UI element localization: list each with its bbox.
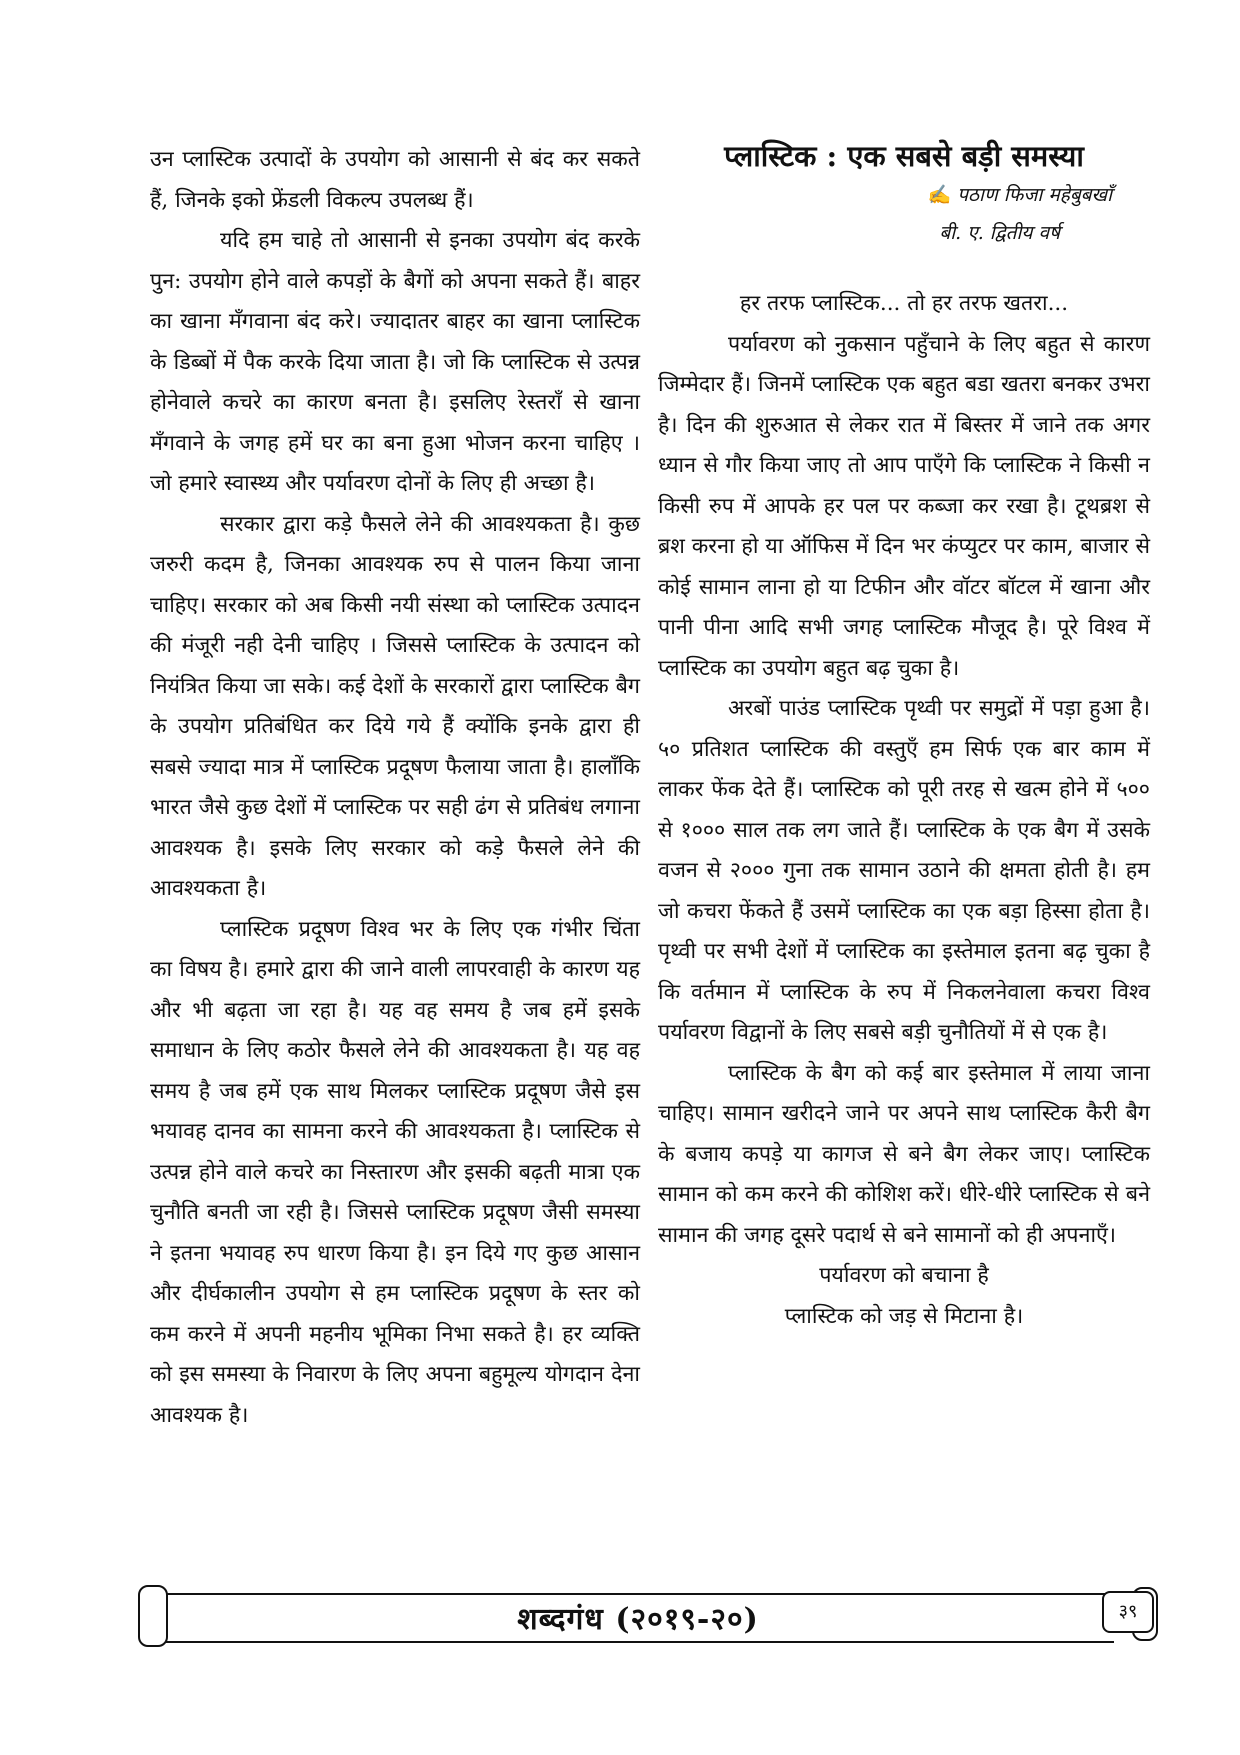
page-number: ३९: [1102, 1591, 1154, 1633]
author-name: पठाण फिजा महेबुबखाँ: [957, 184, 1112, 206]
footer-banner: [138, 1585, 1158, 1647]
slogan-line: प्लास्टिक को जड़ से मिटाना है।: [784, 1303, 1024, 1329]
right-column: [658, 140, 1150, 1337]
slogan-line: पर्यावरण को बचाना है: [819, 1263, 989, 1288]
paragraph: पर्यावरण को नुकसान पहुँचाने के लिए बहुत से कारण जिम्मेदार हैं। जिनमें प्लास्टिक एक बहुत बडा खतरा बनकर उभरा है। दिन की शुरुआत से लेकर रात में बिस्तर में जाने तक अगर ध्यान से गौर किया जाए तो आप पाएँगे कि प्लास्टिक ने किसी न किसी रुप में आपके हर पल पर कब्जा कर रखा है। टूथब्रश से ब्रश करना हो या ऑफिस में दिन भर कंप्युटर पर काम, बाजार से कोई सामान लाना हो या टिफीन और वॉटर बॉटल में खाना और पानी पीना आदि सभी जगह प्लास्टिक मौजूद है। पूरे विश्व में प्लास्टिक का उपयोग बहुत बढ़ चुका है।: [658, 331, 1150, 681]
byline: [658, 176, 1150, 214]
author-class: बी. ए. द्वितीय वर्ष: [939, 222, 1060, 244]
paragraph: सरकार द्वारा कड़े फैसले लेने की आवश्यकता है। कुछ जरुरी कदम है, जिनका आवश्यक रुप से पालन किया जाना चाहिए। सरकार को अब किसी नयी संस्था को प्लास्टिक उत्पादन की मंजूरी नही देनी चाहिए । जिससे प्लास्टिक के उत्पादन को नियंत्रित किया जा सके। कई देशों के सरकारों द्वारा प्लास्टिक बैग के उपयोग प्रतिबंधित कर दिये गये हैं क्योंकि इनके द्वारा ही सबसे ज्यादा मात्र में प्लास्टिक प्रदूषण फैलाया जाता है। हालाँकि भारत जैसे कुछ देशों में प्लास्टिक पर सही ढंग से प्रतिबंध लगाना आवश्यक है। इसके लिए सरकार को कड़े फैसले लेने की आवश्यकता है।: [150, 511, 640, 901]
paragraph: यदि हम चाहे तो आसानी से इनका उपयोग बंद करके पुन: उपयोग होने वाले कपड़ों के बैगों को अपना सकते हैं। बाहर का खाना मँगवाना बंद करे। ज्यादातर बाहर का खाना प्लास्टिक के डिब्बों में पैक करके दिया जाता है। जो कि प्लास्टिक से उत्पन्न होनेवाले कचरे का कारण बनता है। इसलिए रेस्तराँ से खाना मँगवाने के जगह हमें घर का बना हुआ भोजन करना चाहिए । जो हमारे स्वास्थ्य और पर्यावरण दोनों के लिए ही अच्छा है।: [150, 228, 640, 496]
article-title: प्लास्टिक : एक सबसे बड़ी समस्या: [724, 139, 1084, 173]
intro-line: हर तरफ प्लास्टिक... तो हर तरफ खतरा...: [739, 291, 1069, 316]
paragraph: अरबों पाउंड प्लास्टिक पृथ्वी पर समुद्रों में पड़ा हुआ है। ५० प्रतिशत प्लास्टिक की वस्तुएँ हम सिर्फ एक बार काम में लाकर फेंक देते हैं। प्लास्टिक को पूरी तरह से खत्म होने में ५०० से १००० साल तक लग जाते हैं। प्लास्टिक के एक बैग में उसके वजन से २००० गुना तक सामान उठाने की क्षमता होती है। हम जो कचरा फेंकते हैं उसमें प्लास्टिक का एक बड़ा हिस्सा होता है। पृथ्वी पर सभी देशों में प्लास्टिक का इस्तेमाल इतना बढ़ चुका है कि वर्तमान में प्लास्टिक के रुप में निकलनेवाला कचरा विश्व पर्यावरण विद्वानों के लिए सबसे बड़ी चुनौतियों में से एक है।: [658, 696, 1150, 1045]
paragraph: प्लास्टिक के बैग को कई बार इस्तेमाल में लाया जाना चाहिए। सामान खरीदने जाने पर अपने साथ प्लास्टिक कैरी बैग के बजाय कपड़े या कागज से बने बैग लेकर जाए। प्लास्टिक सामान को कम करने की कोशिश करें। धीरे-धीरे प्लास्टिक से बने सामान की जगह दूसरे पदार्थ से बने सामानों को ही अपनाएँ।: [658, 1060, 1150, 1248]
paragraph: उन प्लास्टिक उत्पादों के उपयोग को आसानी से बंद कर सकते हैं, जिनके इको फ्रेंडली विकल्प उपलब्ध हैं।: [150, 147, 640, 213]
scroll-left-icon: [138, 1585, 168, 1647]
paragraph: प्लास्टिक प्रदूषण विश्व भर के लिए एक गंभीर चिंता का विषय है। हमारे द्वारा की जाने वाली लापरवाही के कारण यह और भी बढ़ता जा रहा है। यह वह समय है जब हमें इसके समाधान के लिए कठोर फैसले लेने की आवश्यकता है। यह वह समय है जब हमें एक साथ मिलकर प्लास्टिक प्रदूषण जैसे इस भयावह दानव का सामना करने की आवश्यकता है। प्लास्टिक से उत्पन्न होने वाले कचरे का निस्तारण और इसकी बढ़ती मात्रा एक चुनौति बनती जा रही है। जिससे प्लास्टिक प्रदूषण जैसी समस्या ने इतना भयावह रुप धारण किया है। इन दिये गए कुछ आसान और दीर्घकालीन उपयोग से हम प्लास्टिक प्रदूषण के स्तर को कम करने में अपनी महनीय भूमिका निभा सकते है। हर व्यक्ति को इस समस्या के निवारण के लिए अपना बहुमूल्य योगदान देना आवश्यक है।: [150, 916, 640, 1428]
footer-bar: [162, 1593, 1114, 1643]
pen-icon: ✍: [927, 184, 952, 206]
left-column: [150, 140, 640, 1436]
magazine-title: शब्दगंध (२०१९-२०): [517, 1602, 759, 1637]
